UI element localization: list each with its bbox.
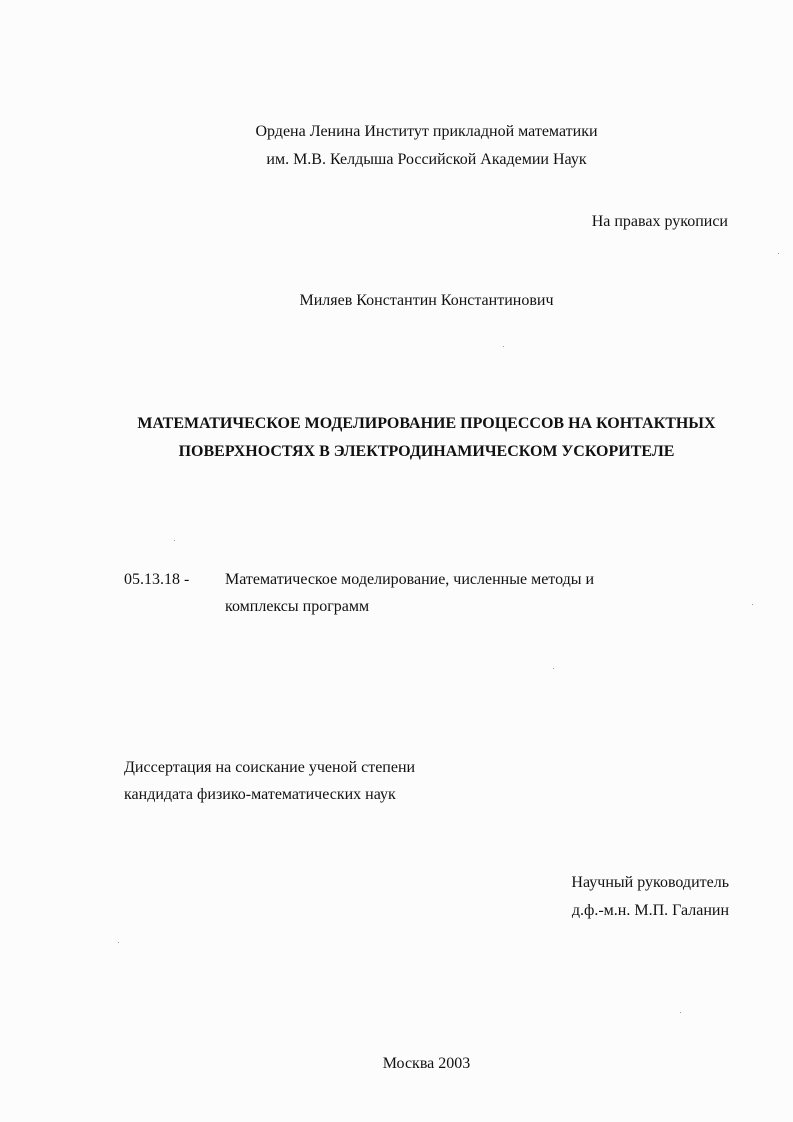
scan-speck <box>118 942 119 943</box>
author-name: Миляев Константин Константинович <box>299 292 554 309</box>
specialty-name-line-2: комплексы программ <box>225 598 370 615</box>
scan-speck <box>752 604 753 605</box>
institute-line-1: Ордена Ленина Институт прикладной математики <box>255 123 598 140</box>
degree-line-1: Диссертация на соискание ученой степени <box>124 759 416 776</box>
rights-note: На правах рукописи <box>591 213 728 230</box>
institute-line-2: им. М.В. Келдыша Российской Академии Наук <box>266 151 587 168</box>
degree-line-2: кандидата физико-математических наук <box>124 786 396 803</box>
title-line-2: ПОВЕРХНОСТЯХ В ЭЛЕКТРОДИНАМИЧЕСКОМ УСКОРИТЕЛЕ <box>178 443 675 460</box>
scan-speck <box>503 346 504 347</box>
supervisor-name: д.ф.-м.н. М.П. Галанин <box>571 902 729 919</box>
supervisor-role: Научный руководитель <box>571 874 729 891</box>
scan-speck <box>174 540 175 541</box>
scan-speck <box>680 1012 681 1013</box>
title-line-1: МАТЕМАТИЧЕСКОЕ МОДЕЛИРОВАНИЕ ПРОЦЕССОВ НА КОНТАКТНЫХ <box>137 415 716 432</box>
scan-speck <box>553 668 554 669</box>
specialty-code: 05.13.18 - <box>124 571 190 588</box>
specialty-name-line-1: Математическое моделирование, численные методы и <box>225 571 595 588</box>
scan-speck <box>778 253 779 254</box>
city-year: Москва 2003 <box>382 1055 471 1072</box>
